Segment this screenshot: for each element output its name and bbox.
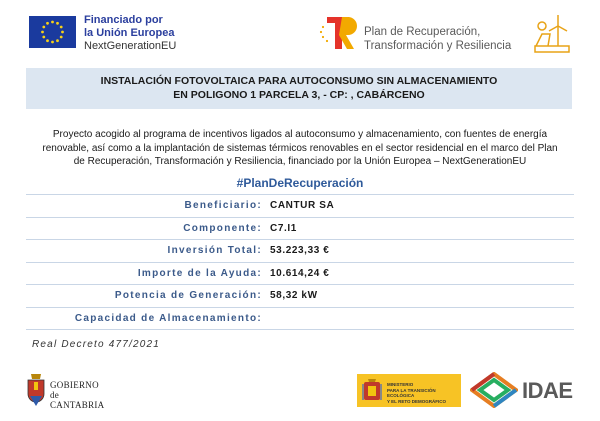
capacidad-almacenamiento-label: Capacidad de Almacenamiento: <box>74 312 262 324</box>
prtr-line-1: Plan de Recuperación, <box>364 26 481 38</box>
ministerio-text <box>387 382 461 404</box>
decree-reference: Real Decreto 477/2021 <box>32 339 161 350</box>
gobierno-line-1: GOBIERNO <box>50 380 99 390</box>
inversion-total-value: 53.223,33 € <box>270 245 330 257</box>
componente-value: C7.I1 <box>270 222 297 234</box>
componente-label: Componente: <box>183 222 262 234</box>
ministerio-line-2: PARA LA TRANSICIÓN ECOLÓGICA <box>387 387 436 398</box>
importe-ayuda-label: Importe de la Ayuda: <box>137 267 262 279</box>
prtr-logo-icon <box>318 15 358 51</box>
cantabria-coat-of-arms-icon <box>25 372 47 408</box>
prtr-text <box>364 25 511 53</box>
table-row <box>26 284 574 307</box>
ministerio-line-1: MINISTERIO <box>387 382 414 387</box>
ministerio-logo <box>357 374 461 407</box>
ministerio-line-3: Y EL RETO DEMOGRÁFICO <box>387 398 447 404</box>
table-row <box>26 307 574 331</box>
gobierno-line-3: CANTABRIA <box>50 400 105 410</box>
gobierno-line-2: de <box>50 390 60 400</box>
project-data-table <box>26 194 574 330</box>
inversion-total-label: Inversión Total: <box>167 245 262 257</box>
potencia-generacion-label: Potencia de Generación: <box>114 290 262 302</box>
table-row <box>26 262 574 285</box>
eu-funding-text <box>84 14 176 53</box>
eu-line-2: la Unión Europea <box>84 27 175 39</box>
idae-logo-icon <box>470 372 518 408</box>
spain-coat-of-arms-icon <box>361 378 383 403</box>
table-row <box>26 217 574 240</box>
eu-line-3: NextGenerationEU <box>84 40 177 52</box>
beneficiario-value: CANTUR SA <box>270 200 335 212</box>
gobierno-cantabria-text <box>50 380 104 410</box>
eu-flag-logo <box>29 16 76 48</box>
table-row <box>26 239 574 262</box>
project-description: Proyecto acogido al programa de incentivos ligados al autoconsumo y almacenamiento, con fuentes de energía renovable, así como a la implantación de sistemas térmicos renovables en el sector residencial en el marco del Plan de Recuperación, Transformación y Resiliencia, financiado por la Unión Europea – NextGenerationEU <box>42 129 558 167</box>
title-line-2: EN POLIGONO 1 PARCELA 3, - CP: , CABÁRCENO <box>173 89 425 101</box>
importe-ayuda-value: 10.614,24 € <box>270 267 330 279</box>
hashtag: #PlanDeRecuperación <box>236 176 364 190</box>
idae-wordmark: IDAE <box>522 378 573 403</box>
potencia-generacion-value: 58,32 kW <box>270 290 318 302</box>
title-line-1: INSTALACIÓN FOTOVOLTAICA PARA AUTOCONSUMO SIN ALMACENAMIENTO <box>100 75 498 87</box>
table-row <box>26 194 574 217</box>
eu-line-1: Financiado por <box>84 14 163 26</box>
eu-stars-icon <box>29 16 76 48</box>
prtr-line-2: Transformación y Resiliencia <box>364 40 512 52</box>
renewable-energy-logo-icon <box>532 12 572 54</box>
beneficiario-label: Beneficiario: <box>184 200 262 212</box>
project-title-box <box>26 68 572 109</box>
